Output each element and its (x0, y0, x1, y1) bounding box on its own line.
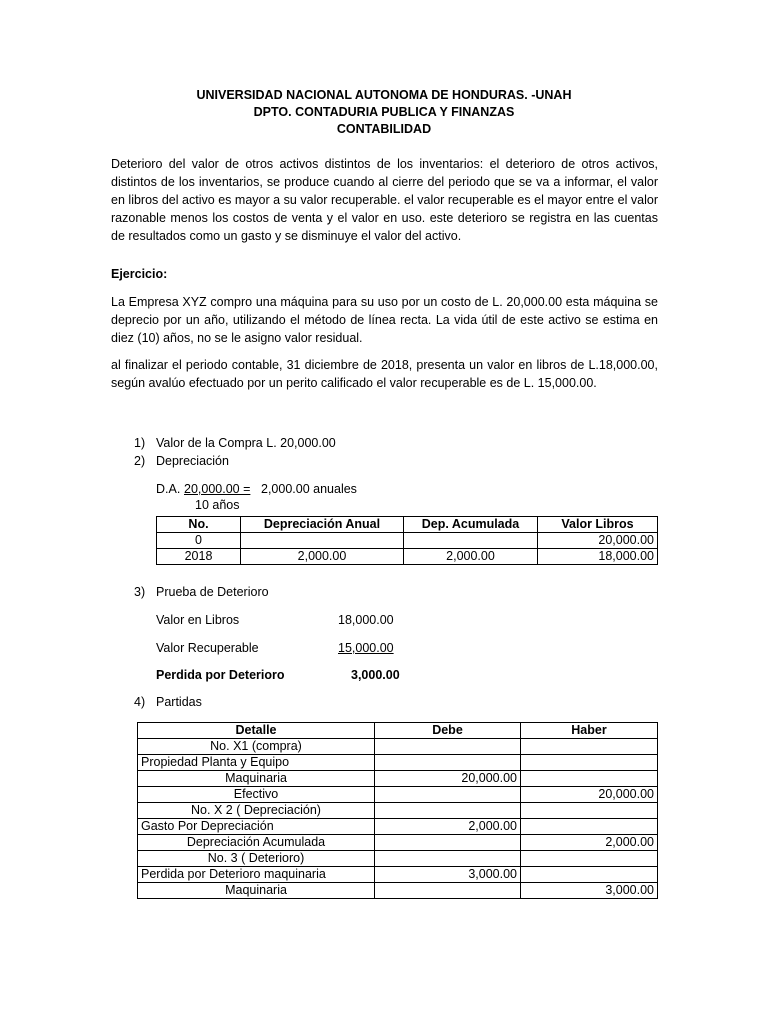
cell-accum-dep: 2,000.00 (404, 549, 538, 565)
table-row (138, 851, 658, 867)
formula-prefix: D.A. (156, 482, 181, 496)
cell-debit: 20,000.00 (375, 771, 521, 787)
cell-credit: 3,000.00 (521, 883, 658, 899)
cell-detail: Maquinaria (138, 883, 375, 899)
cell-detail: Maquinaria (138, 771, 375, 787)
header-subject: CONTABILIDAD (336, 122, 432, 136)
cell-debit (375, 803, 521, 819)
cell-debit (375, 851, 521, 867)
cell-credit (521, 851, 658, 867)
table-header-row (157, 517, 658, 533)
depreciation-table (156, 516, 658, 565)
table-row (138, 867, 658, 883)
cell-debit (375, 835, 521, 851)
step-3-number: 3) (134, 585, 146, 599)
cell-debit (375, 739, 521, 755)
exercise-paragraph-1: La Empresa XYZ compro una máquina para su uso por un costo de L. 20,000.00 esta máquina se deprecio por un año, utilizando el método de línea recta. La vida útil de este activo se estima en diez (10) años, no se le asigno valor residual. (111, 295, 658, 345)
table-row (138, 755, 658, 771)
cell-no: 2018 (157, 549, 241, 565)
cell-credit (521, 867, 658, 883)
cell-detail: Efectivo (138, 787, 375, 803)
cell-credit (521, 755, 658, 771)
table-row (138, 835, 658, 851)
step-4-text: Partidas (156, 695, 202, 709)
impairment-loss-label: Perdida por Deterioro (156, 668, 285, 682)
recoverable-value-amount: 15,000.00 (338, 641, 394, 655)
header-university: UNIVERSIDAD NACIONAL AUTONOMA DE HONDURAS. -UNAH (196, 88, 572, 102)
header-department: DPTO. CONTADURIA PUBLICA Y FINANZAS (253, 105, 515, 119)
cell-detail: Propiedad Planta y Equipo (138, 755, 375, 771)
book-value-amount: 18,000.00 (338, 613, 394, 627)
cell-debit (375, 787, 521, 803)
cell-no: 0 (157, 533, 241, 549)
col-header-accum-dep: Dep. Acumulada (404, 517, 538, 533)
step-1-number: 1) (134, 436, 146, 450)
table-row (138, 819, 658, 835)
step-1-text: Valor de la Compra L. 20,000.00 (156, 436, 336, 450)
cell-book-value: 20,000.00 (538, 533, 658, 549)
cell-credit (521, 803, 658, 819)
table-row (138, 771, 658, 787)
recoverable-value-label: Valor Recuperable (156, 641, 259, 655)
table-row (138, 803, 658, 819)
cell-credit (521, 739, 658, 755)
cell-detail: Gasto Por Depreciación (138, 819, 375, 835)
formula-denominator: 10 años (195, 498, 240, 512)
formula-numerator: 20,000.00 = (184, 482, 251, 496)
step-4-number: 4) (134, 695, 146, 709)
exercise-paragraph-2: al finalizar el periodo contable, 31 diciembre de 2018, presenta un valor en libros de L.18,000.00, según avalúo efectuado por un perito calificado el valor recuperable es de L. 15,000.00. (111, 358, 658, 390)
col-header-no: No. (157, 517, 241, 533)
step-3-text: Prueba de Deterioro (156, 585, 269, 599)
col-header-credit: Haber (521, 723, 658, 739)
cell-debit: 3,000.00 (375, 867, 521, 883)
cell-detail: Depreciación Acumulada (138, 835, 375, 851)
cell-debit (375, 883, 521, 899)
book-value-label: Valor en Libros (156, 613, 240, 627)
cell-accum-dep (404, 533, 538, 549)
cell-debit: 2,000.00 (375, 819, 521, 835)
exercise-heading: Ejercicio: (111, 267, 168, 281)
journal-entries-table (137, 722, 658, 899)
cell-credit (521, 771, 658, 787)
step-2-text: Depreciación (156, 454, 229, 468)
cell-annual-dep (241, 533, 404, 549)
cell-book-value: 18,000.00 (538, 549, 658, 565)
col-header-detail: Detalle (138, 723, 375, 739)
cell-detail: No. X1 (compra) (138, 739, 375, 755)
col-header-book-value: Valor Libros (538, 517, 658, 533)
step-2-number: 2) (134, 454, 146, 468)
col-header-annual-dep: Depreciación Anual (241, 517, 404, 533)
cell-debit (375, 755, 521, 771)
table-header-row (138, 723, 658, 739)
cell-annual-dep: 2,000.00 (241, 549, 404, 565)
cell-detail: No. X 2 ( Depreciación) (138, 803, 375, 819)
cell-credit: 2,000.00 (521, 835, 658, 851)
table-row (138, 787, 658, 803)
table-row (138, 883, 658, 899)
col-header-debit: Debe (375, 723, 521, 739)
cell-credit: 20,000.00 (521, 787, 658, 803)
cell-credit (521, 819, 658, 835)
table-row (138, 739, 658, 755)
table-row (157, 549, 658, 565)
cell-detail: No. 3 ( Deterioro) (138, 851, 375, 867)
table-row (157, 533, 658, 549)
cell-detail: Perdida por Deterioro maquinaria (138, 867, 375, 883)
intro-paragraph: Deterioro del valor de otros activos distintos de los inventarios: el deterioro de otros activos, distintos de los inventarios, se produce cuando al cierre del periodo que se va a informar, el valor en libros del activo es mayor a su valor recuperable. el valor recuperable es el mayor entre el valor razonable menos los costos de venta y el valor en uso. este deterioro se registra en las cuentas de resultados como un gasto y se disminuye el valor del activo. (111, 157, 658, 243)
formula-result: 2,000.00 anuales (261, 482, 357, 496)
impairment-loss-amount: 3,000.00 (351, 668, 400, 682)
